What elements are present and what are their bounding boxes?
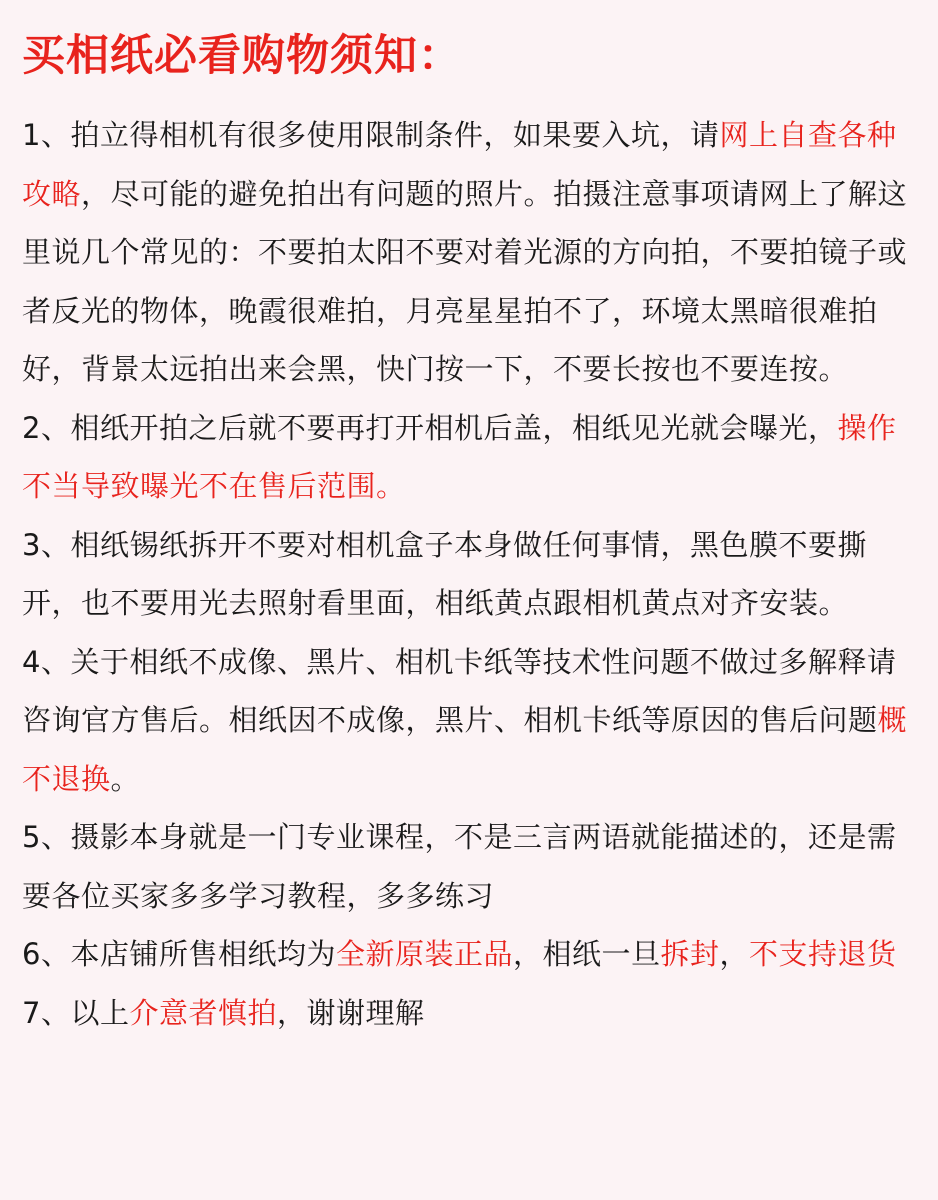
notice-item-7 [22,984,918,1043]
item-3-text-a: 3、相纸锡纸拆开不要对相机盒子本身做任何事情，黑色膜不要撕开，也不要用光去照射看里面，相纸黄点跟相机黄点对齐安装。 [22,527,867,620]
page-title: 买相纸必看购物须知： [22,31,462,81]
item-4-text-a: 4、关于相纸不成像、黑片、相机卡纸等技术性问题不做过多解释请咨询官方售后。相纸因不成像，黑片、相机卡纸等原因的售后问题 [22,644,897,737]
item-6-text-c: ， [719,937,750,971]
item-4-highlight-a: 概不退换 [22,703,908,796]
item-1-text-a: 1、拍立得相机有很多使用限制条件，如果要入坑，请 [22,118,720,152]
notice-item-5 [22,808,918,925]
notice-item-3 [22,516,918,633]
item-6-highlight-b: 拆封 [660,937,720,971]
item-6-text-b: ，相纸一旦 [512,937,661,971]
item-5-text-a: 5、摄影本身就是一门专业课程，不是三言两语就能描述的，还是需要各位买家多多学习教程，多多练习 [22,820,897,913]
item-6-text-a: 6、本店铺所售相纸均为 [22,937,336,971]
item-7-text-a: 7、以上 [22,995,130,1030]
item-7-text-b: ，谢谢理解 [276,995,425,1030]
item-2-highlight-a: 操作不当导致曝光不在售后范围。 [22,410,897,503]
item-2-text-a: 2、相纸开拍之后就不要再打开相机后盖，相纸见光就会曝光， [22,410,838,445]
notice-item-1 [22,106,918,399]
item-6-highlight-a: 全新原装正品 [335,937,513,971]
item-1-highlight-a: 网上自查各种攻略 [22,118,897,211]
notice-item-4 [22,633,918,809]
item-4-text-b: 。 [110,761,141,796]
notice-item-6 [22,925,918,984]
item-7-highlight-a: 介意者慎拍 [129,995,277,1030]
item-1-text-b: ，尽可能的避免拍出有问题的照片。拍摄注意事项请网上了解这里说几个常见的：不要拍太阳不要对着光源的方向拍，不要拍镜子或者反光的物体，晚霞很难拍，月亮星星拍不了，环境太黑暗很难拍好，背景太远拍出来会黑，快门按一下，不要长按也不要连按。 [22,176,908,386]
item-6-highlight-c: 不支持退货 [749,937,897,971]
notice-item-2 [22,399,918,516]
